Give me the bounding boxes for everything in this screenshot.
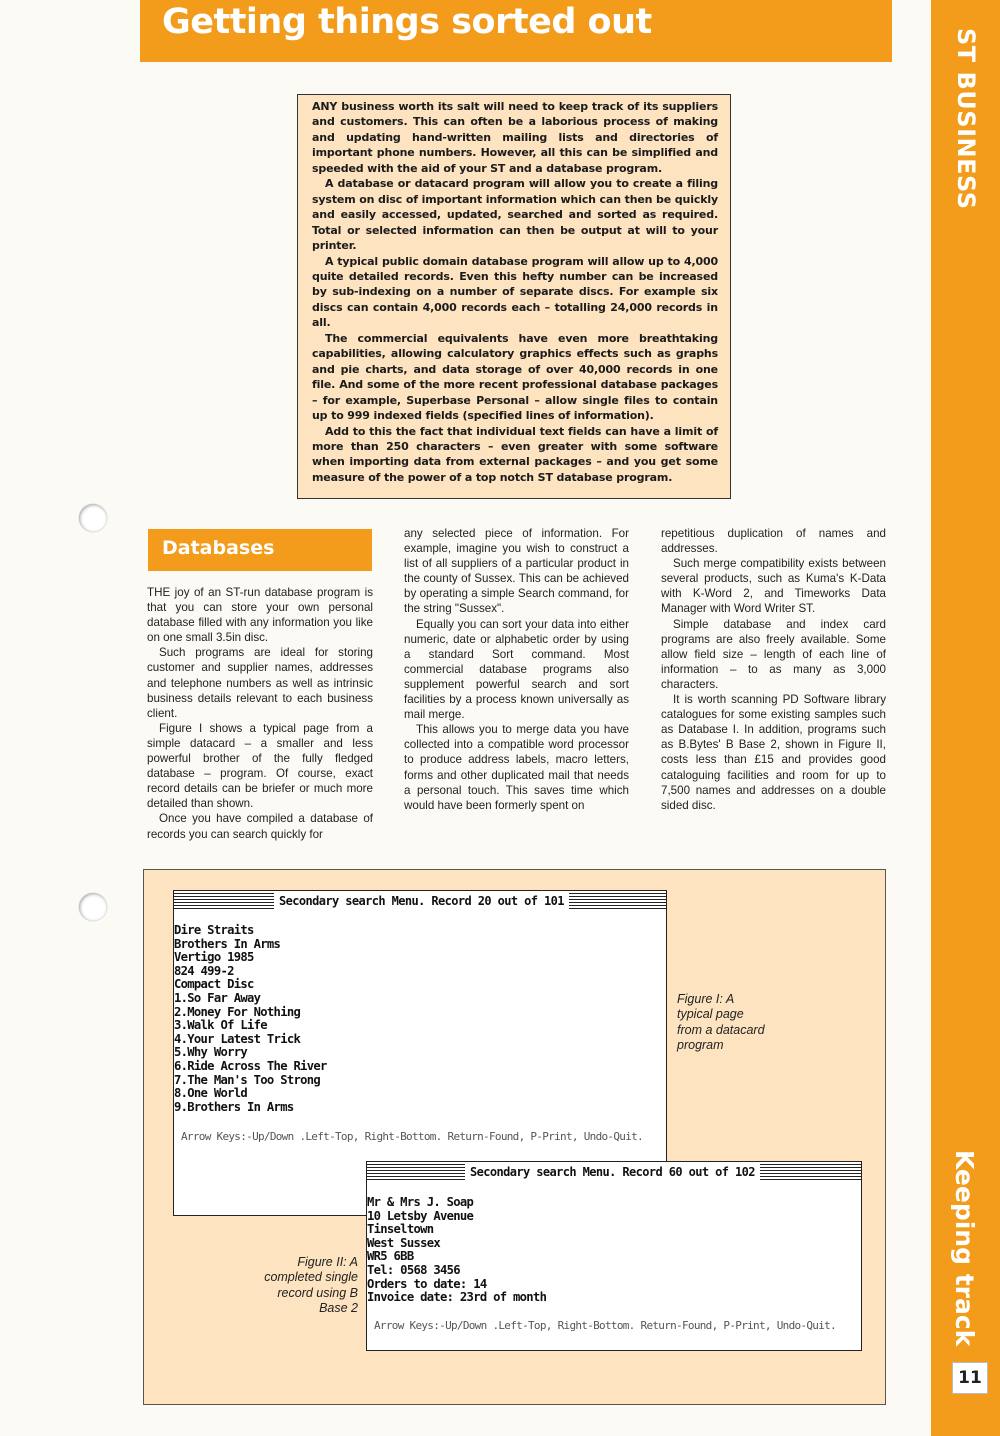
figure1-record: Dire Straits Brothers In Arms Vertigo 1985 824 499-2 Compact Disc 1.So Far Away 2.Money For Nothing 3.Walk Of Life 4.Your Latest Trick 5.Why Worry 6.Ride Across The River 7.The Man's Too Strong 8.One World 9.Brothers In Arms bbox=[174, 923, 327, 1114]
binder-hole-bottom bbox=[79, 893, 107, 921]
article-paragraph: Such programs are ideal for storing customer and supplier names, addresses and telephone numbers as well as intrinsic business details relevant to each business client. bbox=[147, 646, 373, 720]
title-banner bbox=[140, 0, 892, 62]
figure2-record: Mr & Mrs J. Soap 10 Letsby Avenue Tinseltown West Sussex WR5 6BB Tel: 0568 3456 Orders to date: 14 Invoice date: 23rd of month bbox=[367, 1195, 547, 1305]
article-paragraph: Equally you can sort your data into either numeric, date or alphabetic order by using a standard Sort command. Most commercial database programs also supplement powerful search and sort facilities by a process known universally as mail merge. bbox=[404, 617, 629, 722]
section-heading bbox=[148, 529, 372, 571]
intro-box bbox=[297, 94, 731, 499]
page-title: Getting things sorted out bbox=[162, 2, 652, 42]
article-paragraph: any selected piece of information. For example, imagine you wish to construct a list of all suppliers of a particular product in the county of Sussex. This can be achieved by operating a simple Search command, for the string "Sussex". bbox=[404, 527, 629, 616]
intro-paragraph: Add to this the fact that individual text fields can have a limit of more than 250 characters – even greater with some software when importing data from external packages – and you get some measure of the power of a top notch ST database program. bbox=[312, 424, 718, 484]
figure1-menu-title: Secondary search Menu. Record 20 out of 101 bbox=[274, 892, 569, 910]
article-column-1 bbox=[147, 585, 373, 842]
figure2-menu-title: Secondary search Menu. Record 60 out of 102 bbox=[465, 1163, 760, 1181]
figure1-menu-bar bbox=[174, 893, 666, 909]
section-label: ST BUSINESS bbox=[952, 28, 980, 210]
intro-paragraph: A typical public domain database program will allow up to 4,000 quite detailed records. Even this hefty number can be increased by sub-indexing on a number of separate discs. For example six discs can contain 4,000 records each – totalling 24,000 records in all. bbox=[312, 254, 718, 330]
article-column-2 bbox=[404, 526, 629, 813]
intro-paragraph: A database or datacard program will allow you to create a filing system on disc of important information which can then be quickly and easily accessed, updated, searched and sorted as required. Total or selected information can then be output at will to your printer. bbox=[312, 177, 718, 253]
article-paragraph: This allows you to merge data you have collected into a compatible word processor to produce address labels, macro letters, forms and other duplicated mail that needs a personal touch. This saves time which would have been formerly spent on bbox=[404, 723, 629, 812]
article-paragraph: Such merge compatibility exists between several products, such as Kuma's K-Data with K-Word 2, and Timeworks Data Manager with Word Writer ST. bbox=[661, 557, 886, 616]
binder-hole-top bbox=[79, 504, 107, 532]
page-number: 11 bbox=[952, 1362, 988, 1394]
article-paragraph: THE joy of an ST-run database program is that you can store your own personal database filled with any information you like on one small 3.5in disc. bbox=[147, 586, 373, 645]
article-column-3 bbox=[661, 526, 886, 813]
figure1-key-help: Arrow Keys:-Up/Down .Left-Top, Right-Bottom. Return-Found, P-Print, Undo-Quit. bbox=[181, 1130, 643, 1143]
figure2-screen bbox=[366, 1161, 862, 1351]
intro-paragraph: ANY business worth its salt will need to keep track of its suppliers and customers. This can often be a laborious process of making and updating hand-written mailing lists and directories of important phone numbers. However, all this can be simplified and speeded with the aid of your ST and a database program. bbox=[312, 100, 718, 175]
figure2-caption: Figure II: A completed single record using B Base 2 bbox=[264, 1255, 358, 1316]
figure1-caption: Figure I: A typical page from a datacard program bbox=[677, 992, 765, 1053]
article-paragraph: It is worth scanning PD Software library catalogues for some existing samples such as Database I. In addition, programs such as B.Bytes' B Base 2, shown in Figure II, costs less than £15 and provides good cataloguing facilities and room for up to 7,500 names and addresses on a double sided disc. bbox=[661, 693, 886, 812]
figure2-menu-bar bbox=[367, 1164, 861, 1180]
article-paragraph: Once you have compiled a database of records you can search quickly for bbox=[147, 812, 373, 841]
subsection-label: Keeping track bbox=[950, 1150, 979, 1347]
section-heading-text: Databases bbox=[162, 537, 275, 559]
figure2-key-help: Arrow Keys:-Up/Down .Left-Top, Right-Bottom. Return-Found, P-Print, Undo-Quit. bbox=[374, 1319, 836, 1332]
article-paragraph: Figure I shows a typical page from a simple datacard – a smaller and less powerful brother of the fully fledged database – program. Of course, exact record details can be briefer or much more detailed than shown. bbox=[147, 721, 373, 811]
article-paragraph: Simple database and index card programs are also freely available. Some allow field size – length of each line of information – to as many as 3,000 characters. bbox=[661, 617, 886, 691]
article-paragraph: repetitious duplication of names and addresses. bbox=[661, 527, 886, 556]
intro-paragraph: The commercial equivalents have even more breathtaking capabilities, allowing calculatory graphics effects such as graphs and pie charts, and data storage of over 40,000 records in one file. And some of the more recent professional database packages – for example, Superbase Personal – allow single files to contain up to 999 indexed fields (specified lines of information). bbox=[312, 331, 718, 423]
